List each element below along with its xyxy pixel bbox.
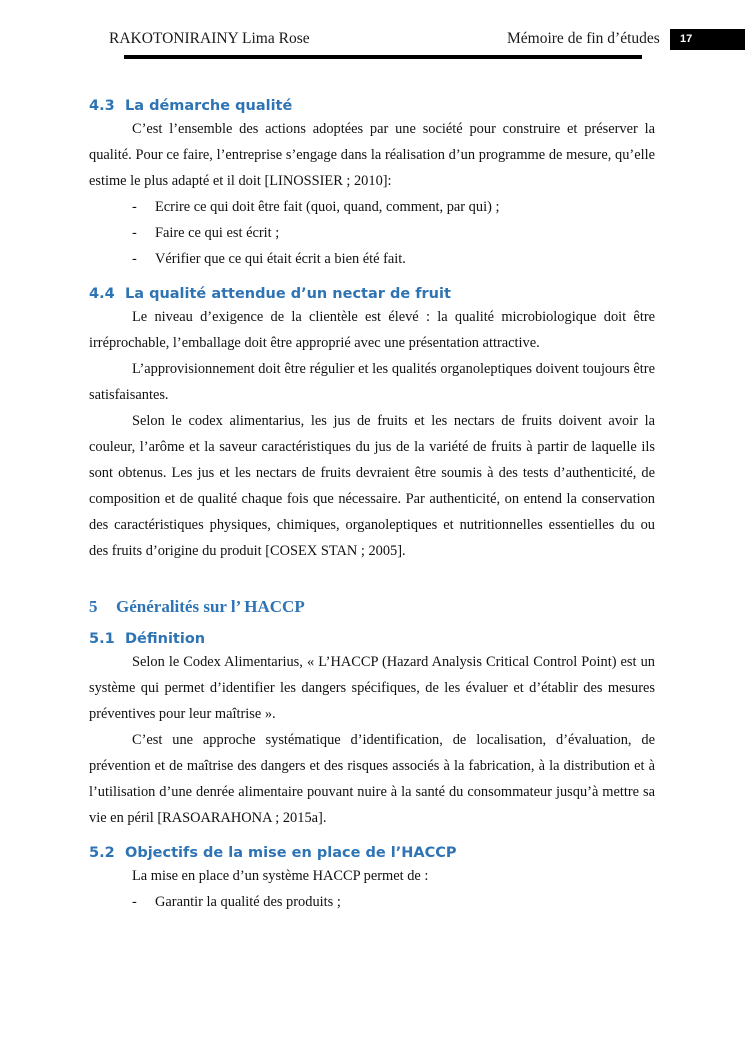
bullet-dash: - — [132, 199, 137, 215]
section-heading-4-4 — [89, 284, 655, 304]
paragraph: La mise en place d’un système HACCP permet de : — [132, 868, 429, 884]
section-number: 4.4 — [89, 286, 115, 302]
section-heading-4-3 — [89, 96, 655, 116]
paragraph: C’est une approche systématique d’identification, de localisation, d’évaluation, de prévention et de maîtrise des dangers et des risques associés à la fabrication, à la distribution et à l’utilisation d’une denrée alimentaire pouvant nuire à la santé du consommateur jusqu’à mettre sa vie en péril [RASOARAHONA ; 2015a]. — [89, 732, 655, 826]
list-item: - Faire ce qui est écrit ; — [89, 220, 655, 246]
section-heading-5-2 — [89, 843, 655, 863]
list-item: - Ecrire ce qui doit être fait (quoi, quand, comment, par qui) ; — [89, 194, 655, 220]
section-title: Définition — [125, 631, 206, 647]
list-item: - Garantir la qualité des produits ; — [89, 889, 655, 915]
paragraph: L’approvisionnement doit être régulier et les qualités organoleptiques doivent toujours être satisfaisantes. — [89, 361, 655, 403]
paragraph: Le niveau d’exigence de la clientèle est élevé : la qualité microbiologique doit être irréprochable, l’emballage doit être approprié avec une présentation attractive. — [89, 309, 655, 351]
bullet-dash: - — [132, 251, 137, 267]
section-title: La démarche qualité — [125, 98, 293, 114]
paragraph: Selon le Codex Alimentarius, « L’HACCP (Hazard Analysis Critical Control Point) est un système qui permet d’identifier les dangers spécifiques, de les évaluer et d’établir des mesures préventives pour leur maîtrise ». — [89, 654, 655, 722]
section-title: La qualité attendue d’un nectar de fruit — [125, 286, 451, 302]
section-number: 4.3 — [89, 98, 115, 114]
header-document-title: Mémoire de fin d’études — [507, 30, 660, 47]
paragraph: Selon le codex alimentarius, les jus de fruits et les nectars de fruits doivent avoir la couleur, l’arôme et la saveur caractéristiques du jus de la variété de fruits à partir de laquelle ils sont obtenus. Les jus et les nectars de fruits devraient être soumis à des tests d’authenticité, de composition et de qualité chaque fois que nécessaire. Par authenticité, on entend la conservation des caractéristiques physiques, chimiques, organoleptiques et nutritionnelles essentielles du ou des fruits d’origine du produit [COSEX STAN ; 2005]. — [89, 413, 655, 559]
section-title: Objectifs de la mise en place de l’HACCP — [125, 845, 457, 861]
section-number: 5 — [89, 597, 98, 616]
list-item: - Vérifier que ce qui était écrit a bien été fait. — [89, 246, 655, 272]
section-title: Généralités sur l’ HACCP — [116, 597, 305, 616]
bullet-dash: - — [132, 225, 137, 241]
section-number: 5.1 — [89, 631, 115, 647]
paragraph: C’est l’ensemble des actions adoptées par une société pour construire et préserver la qualité. Pour ce faire, l’entreprise s’engage dans la réalisation d’un programme de mesure, qu’elle estime le plus adapté et il doit [LINOSSIER ; 2010]: — [89, 121, 655, 189]
section-number: 5.2 — [89, 845, 115, 861]
bullet-dash: - — [132, 894, 137, 910]
chapter-heading-5 — [89, 596, 655, 618]
header-divider — [124, 55, 642, 59]
page-body — [89, 96, 655, 915]
header-author: RAKOTONIRAINY Lima Rose — [109, 30, 310, 47]
page-number-badge: 17 — [670, 29, 745, 50]
section-heading-5-1 — [89, 629, 655, 649]
